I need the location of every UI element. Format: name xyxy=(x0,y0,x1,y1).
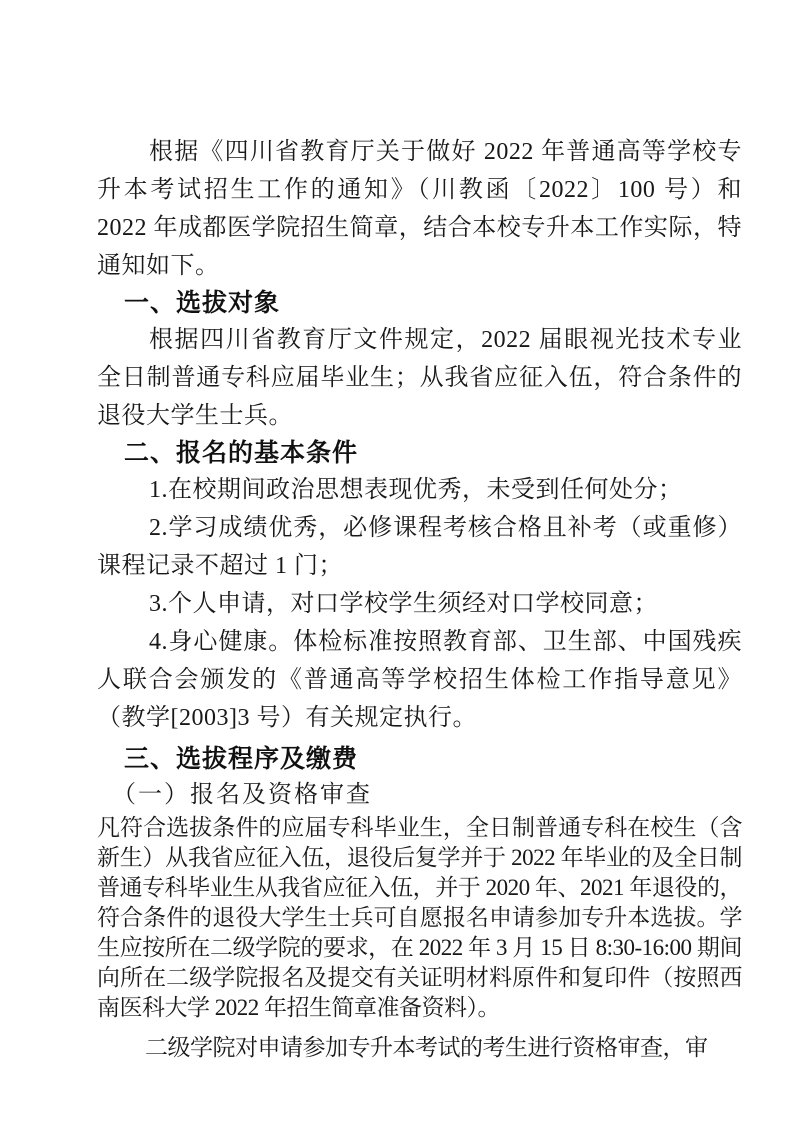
section-1-heading: 一、选拔对象 xyxy=(124,289,281,317)
document-content xyxy=(97,133,742,1063)
requirement-item-3: 3.个人申请，对口学校学生须经对口学校同意； xyxy=(149,591,658,617)
intro-paragraph: 根据《四川省教育厅关于做好 2022 年普通高等学校专升本考试招生工作的通知》（川教函〔2022〕100 号）和 2022 年成都医学院招生简章，结合本校专升本工作实际，特通知如下。 xyxy=(97,139,742,279)
section-2-heading: 二、报名的基本条件 xyxy=(124,439,359,467)
registration-paragraph: 凡符合选拔条件的应届专科毕业生，全日制普通专科在校生（含新生）从我省应征入伍，退役后复学并于 2022 年毕业的及全日制普通专科毕业生从我省应征入伍，并于 2020 年、2021 年退役的，符合条件的退役大学生士兵可自愿报名申请参加专升本选拔。学生应按所在二级学院的要求，在 2022 年 3 月 15 日 8:30-16:00 期间向所在二级学院报名及提交有关证明材料原件和复印件（按照西南医科大学 2022 年招生简章准备资料）。 xyxy=(97,815,742,1020)
requirement-item-4: 4.身心健康。体检标准按照教育部、卫生部、中国残疾人联合会颁发的《普通高等学校招生体检工作指导意见》（教学[2003]3 号）有关规定执行。 xyxy=(97,629,742,731)
section-3-subheading: （一）报名及资格审查 xyxy=(112,782,372,808)
review-paragraph: 二级学院对申请参加专升本考试的考生进行资格审查，审 xyxy=(145,1035,708,1060)
section-1-body: 根据四川省教育厅文件规定，2022 届眼视光技术专业全日制普通专科应届毕业生；从我省应征入伍，符合条件的退役大学生士兵。 xyxy=(97,327,742,429)
section-3-heading: 三、选拔程序及缴费 xyxy=(124,745,359,773)
requirement-item-1: 1.在校期间政治思想表现优秀，未受到任何处分； xyxy=(149,477,683,503)
requirement-item-2: 2.学习成绩优秀，必修课程考核合格且补考（或重修）课程记录不超过 1 门； xyxy=(97,515,742,579)
